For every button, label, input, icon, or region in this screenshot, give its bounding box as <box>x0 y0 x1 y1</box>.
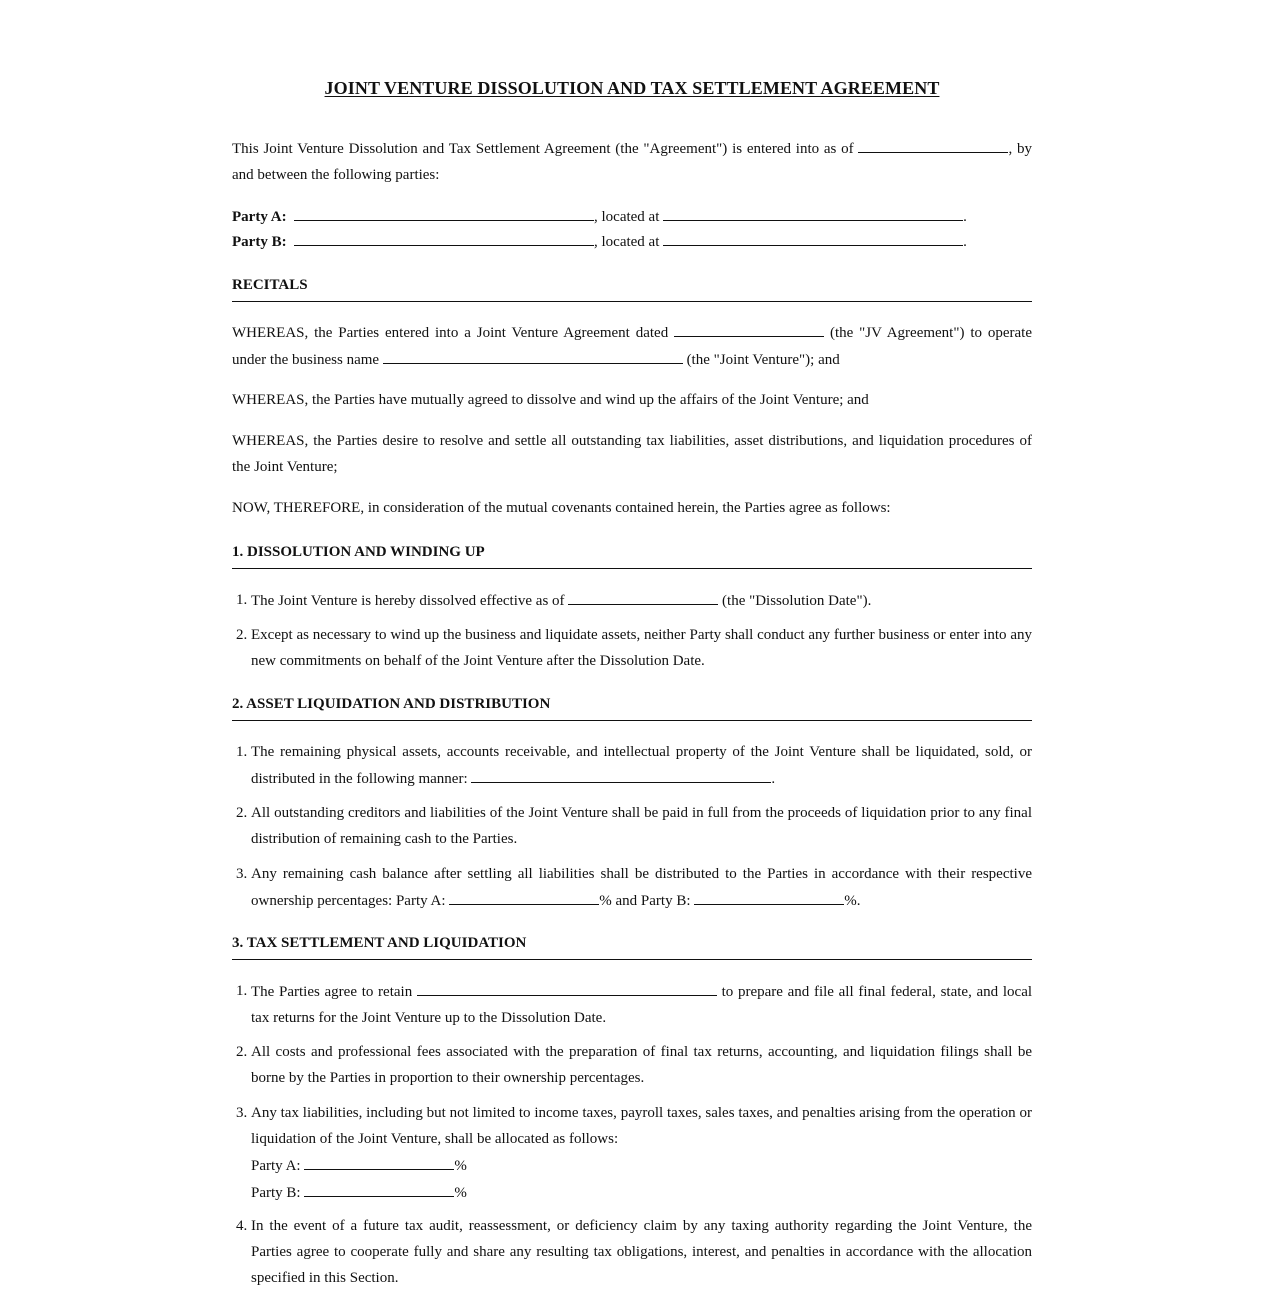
party-b-row <box>232 228 1032 255</box>
item-body <box>251 587 1032 614</box>
jv-agreement-date-field[interactable] <box>674 319 824 337</box>
section-3-heading: 3. TAX SETTLEMENT AND LIQUIDATION <box>232 935 1032 960</box>
tax-allocation-party-b <box>251 1179 1032 1206</box>
item-text: The Parties agree to retain <box>251 984 413 1000</box>
whereas-1-part1: WHEREAS, the Parties entered into a Joint Venture Agreement dated <box>232 325 669 341</box>
item-text: The remaining physical assets, accounts receivable, and intellectual property of the Joint Venture shall be liquidated, sold, or distributed in the following manner: <box>251 744 1032 787</box>
party-b-tax-allocation-field[interactable] <box>304 1179 454 1197</box>
section-2-item-3 <box>232 861 1032 914</box>
party-a-label: Party A: <box>232 209 287 225</box>
item-text-end: . <box>771 771 776 787</box>
recitals-heading: RECITALS <box>232 277 1032 302</box>
item-body: In the event of a future tax audit, reassessment, or deficiency claim by any taxing authority regarding the Joint Venture, the Parties agree to cooperate fully and share any resulting tax obligations, interest, and penalties in accordance with the allocation specified in this Section. <box>251 1218 1032 1286</box>
item-body <box>251 1100 1032 1206</box>
section-1-heading: 1. DISSOLUTION AND WINDING UP <box>232 544 1032 569</box>
allocation-label: Party B: <box>251 1185 301 1201</box>
whereas-1-part3: (the "Joint Venture"); and <box>686 352 840 368</box>
item-body <box>251 978 1032 1031</box>
party-b-ownership-field[interactable] <box>694 887 844 905</box>
item-text-end: %. <box>844 893 861 909</box>
party-a-end: . <box>963 209 967 225</box>
whereas-3: WHEREAS, the Parties desire to resolve and settle all outstanding tax liabilities, asset distributions, and liquidation procedures of the Joint Venture; <box>232 433 1032 475</box>
whereas-1 <box>232 319 1032 373</box>
intro-text: This Joint Venture Dissolution and Tax Settlement Agreement (the "Agreement") is entered into as of <box>232 141 854 157</box>
item-number: 2. <box>236 627 248 643</box>
document-title: JOINT VENTURE DISSOLUTION AND TAX SETTLEMENT AGREEMENT <box>324 78 940 98</box>
item-text: The Joint Venture is hereby dissolved effective as of <box>251 593 565 609</box>
intro-text-after: , by and between the following parties: <box>232 141 1033 183</box>
percent-sign: % <box>454 1158 467 1174</box>
party-a-row <box>232 203 1032 230</box>
item-body: All costs and professional fees associated with the preparation of final tax returns, accounting, and liquidation filings shall be borne by the Parties in proportion to their ownership percentages. <box>251 1044 1032 1086</box>
dissolution-date-field[interactable] <box>568 587 718 605</box>
section-3-item-1 <box>232 978 1032 1031</box>
party-a-tax-allocation-field[interactable] <box>304 1152 454 1170</box>
section-2-item-1 <box>232 739 1032 792</box>
section-1-item-1 <box>232 587 1032 614</box>
item-body <box>251 739 1032 792</box>
item-body: All outstanding creditors and liabilities of the Joint Venture shall be paid in full from the proceeds of liquidation prior to any final distribution of remaining cash to the Parties. <box>251 805 1032 847</box>
section-3-item-3 <box>232 1100 1032 1206</box>
section-3-item-2 <box>232 1039 1032 1091</box>
section-2-item-2 <box>232 800 1032 852</box>
party-b-label: Party B: <box>232 234 287 250</box>
percent-sign: % <box>454 1185 467 1201</box>
item-body <box>251 861 1032 914</box>
item-text: Any tax liabilities, including but not limited to income taxes, payroll taxes, sales taxes, and penalties arising from the operation or liquidation of the Joint Venture, shall be allocated as follows: <box>251 1105 1032 1147</box>
item-text: % and Party B: <box>599 893 691 909</box>
party-b-located-at: , located at <box>594 234 660 250</box>
section-3-item-4 <box>232 1213 1032 1291</box>
item-body: Except as necessary to wind up the business and liquidate assets, neither Party shall conduct any further business or enter into any new commitments on behalf of the Joint Venture after the Dissolution Date. <box>251 627 1032 669</box>
item-text: to prepare and file all final federal, state, and local tax returns for the Joint Venture up to the Dissolution Date. <box>251 984 1033 1026</box>
item-number: 3. <box>236 1105 248 1121</box>
item-number: 3. <box>236 866 248 882</box>
allocation-label: Party A: <box>251 1158 301 1174</box>
section-2-heading: 2. ASSET LIQUIDATION AND DISTRIBUTION <box>232 696 1032 721</box>
agreement-date-field[interactable] <box>858 135 1008 153</box>
item-text: (the "Dissolution Date"). <box>722 593 872 609</box>
party-a-address-field[interactable] <box>663 203 963 221</box>
section-1-item-2 <box>232 622 1032 674</box>
item-number: 2. <box>236 1044 248 1060</box>
party-a-name-field[interactable] <box>294 203 594 221</box>
item-number: 1. <box>236 744 248 760</box>
party-a-located-at: , located at <box>594 209 660 225</box>
tax-preparer-field[interactable] <box>417 978 717 996</box>
item-number: 2. <box>236 805 248 821</box>
item-number: 1. <box>236 983 248 999</box>
whereas-1-part2: (the "JV Agreement") to operate under the business name <box>232 325 1033 368</box>
item-number: 1. <box>236 592 248 608</box>
business-name-field[interactable] <box>383 346 683 364</box>
tax-allocation-party-a <box>251 1152 1032 1179</box>
party-a-ownership-field[interactable] <box>449 887 599 905</box>
party-b-end: . <box>963 234 967 250</box>
intro-paragraph <box>232 135 1032 188</box>
item-text: Any remaining cash balance after settling all liabilities shall be distributed to the Parties in accordance with their respective ownership percentages: Party A: <box>251 866 1032 909</box>
now-therefore: NOW, THEREFORE, in consideration of the mutual covenants contained herein, the Parties agree as follows: <box>232 500 891 516</box>
whereas-2: WHEREAS, the Parties have mutually agreed to dissolve and wind up the affairs of the Joint Venture; and <box>232 392 869 408</box>
distribution-manner-field[interactable] <box>471 765 771 783</box>
item-number: 4. <box>236 1218 248 1234</box>
party-b-name-field[interactable] <box>294 228 594 246</box>
party-b-address-field[interactable] <box>663 228 963 246</box>
